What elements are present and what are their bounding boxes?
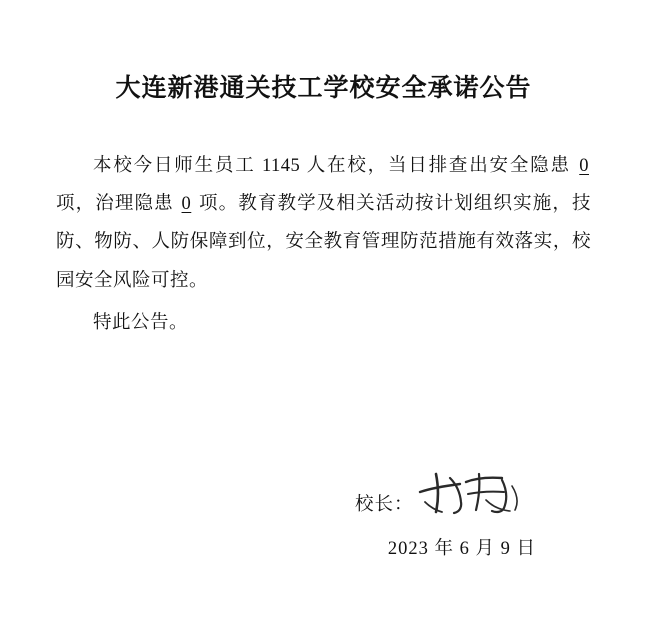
- signature-date: 2023 年 6 月 9 日: [387, 539, 537, 559]
- paragraph-1-segment-3: 项，治理隐患: [56, 193, 180, 214]
- paragraph-2: [56, 304, 591, 342]
- handwritten-signature-icon: [416, 474, 528, 520]
- paragraph-1: [56, 147, 591, 301]
- paragraph-1-segment-5: 项。教育教学及相关活动按计划组织实施，技防、物防、人防保障到位，安全教育管理防范措施有效落实，校园安全风险可控。: [56, 193, 591, 291]
- paragraph-2-segment-1: 特此公告。: [93, 313, 189, 334]
- treated-hazard-count-value: 0: [181, 193, 192, 214]
- paragraph-1-segment-1: 本校今日师生员工 1145 人在校，当日排查出安全隐患: [93, 155, 578, 176]
- signature-row: [355, 474, 575, 520]
- signature-block: [355, 474, 575, 560]
- hazard-count-value: 0: [579, 155, 589, 176]
- page-title: 大连新港通关技工学校安全承诺公告: [115, 74, 532, 102]
- document-body: [56, 147, 591, 343]
- principal-label: 校长：: [355, 495, 414, 515]
